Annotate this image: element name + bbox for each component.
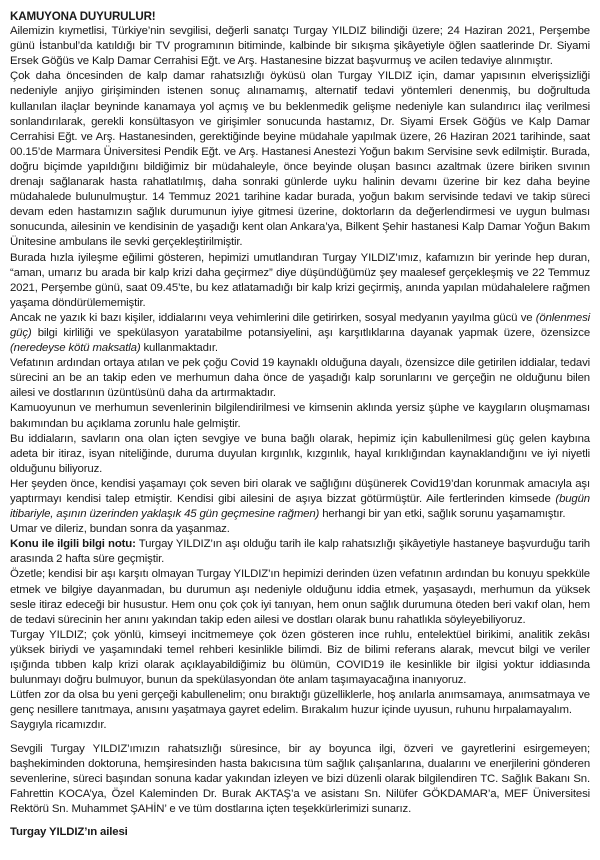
paragraph-treatment-history: Çok daha öncesinden de kalp damar rahatsızlığı öyküsü olan Turgay YILDIZ için, damar yapısının elverişsizliği nedeniyle anjiyo girişiminden istenen sonuç alınamamış, alternatif tedavi yöntemleri denenmiş, bu doğrultuda kullanılan ilaçlar beyninde kanamaya yol açmış ve bu beklenmedik gelişme nedeniyle kan sulandırıcı ilaç verilmesi sonlandırılarak, gerekli konsültasyon ve girişimler sonucunda hastamız, Dr. Siyami Ersek Göğüs ve Kalp Damar Cerrahisi Eğt. ve Arş. Hastanesinden, gerektiğinde beyine müdahale yapılmak üzere, 26 Haziran 2021 tarihinde, saat 00.15’de Marmara Üniversitesi Pendik Eğt. ve Arş. Hastanesi Anestezi Yoğun bakım Servisine sevk edilmiştir. Burada, doğru biçimde yapıldığını bildiğimiz bir müdahaleyle, önce beyinde oluşan basıncı azaltmak üzere biriken sıvının drenajı sağlanarak hasta rahatlatılmış, daha sonraki günlerde uyku halinin devamı üzerine bir kez daha beyine müdahalede bulunulmuştur. 14 Temmuz 2021 tarihine kadar burada, yoğun bakım servisinde tedavi ve takip süreci devam eden hastamızın sağlık durumunun iyiye gitmesi üzerine, doktorların da değerlendirmesi ve uygun bulması sonucunda, ailesinin ve kendisinin de yaşadığı kent olan Ankara’ya, Bilkent Şehir hastanesi Kalp Damar Yoğun Bakım Ünitesine ambulans ile sevki gerçekleştirilmiştir. [10,70,590,249]
info-note-label: Konu ile ilgili bilgi notu: [10,538,136,551]
paragraph-summary: Özetle; kendisi bir aşı karşıtı olmayan Turgay YILDIZ’ın hepimizi derinden üzen vefatının ardından bu konuyu spekküle etmek ve bilgiye dayanmadan, bu durumun aşı nedeniyle olduğunu iddia etmek, yaşasaydı, merhumun da yüksek sesle itiraz edeceği bir husustur. Hem onu çok çok iyi tanıyan, hem onun sağlık durumuna öteden beri vakıf olan, hem de tedavi sürecinin her anını yakından takip eden ailesi ve dostları olarak bunu rahatlıkla söyleyebiliyoruz. [10,568,590,626]
text-segment: kullanmaktadır. [140,342,218,355]
paragraph-request: Lütfen zor da olsa bu yeni gerçeği kabullenelim; onu bıraktığı güzelliklerle, hoş anılarla anımsamaya, anımsatmaya ve genç nesillere tanıtmaya, anısını yaşatmaya gayret edelim. Bırakalım huzur içinde uyusun, ruhunu hırpalamayalım. [10,689,590,717]
paragraph-thanks: Sevgili Turgay YILDIZ’ımızın rahatsızlığı süresince, bir ay boyunca ilgi, özveri ve gayretlerini esirgemeyen; başhekiminden doktoruna, hemşiresinden hasta bakıcısına tüm sağlık çalışanlarına, dualarını ve enerjilerini gönderen sevenlerine, süreci başından sonuna kadar yakından izleyen ve bizi düzenli olarak bilgilendiren TC. Sağlık Bakanı Sn. Fahrettin KOCA’ya, Özel Kaleminden Dr. Burak AKTAŞ’a ve asistanı Sn. Nilüfer GÖKDAMAR’a, MEF Üniversitesi Rektörü Sn. Muhammet ŞAHİN’ e ve tüm dostlarına içten teşekkürlerimizi sunarız. [10,742,590,815]
paragraph-hospital-admission: Ailemizin kıymetlisi, Türkiye’nin sevgilisi, değerli sanatçı Turgay YILDIZ bilindiği üzere; 24 Haziran 2021, Perşembe günü İstanbul’da katıldığı bir TV programının bitiminde, kalbinde bir sıkışma şikâyetiyle öğlen saatlerinde Dr. Siyami Ersek Göğüs ve Kalp Damar Cerrahisi Eğt. ve Arş. Hastanesine bizzat başvurmuş ve acilen tedaviye alınmıştır. [10,25,590,68]
text-segment: Her şeyden önce, kendisi yaşamayı çok seven biri olarak ve sağlığını düşünerek Covid19’dan korunmak amacıyla aşı yaptırmayı kendisi talep etmiştir. Kendisi gibi ailesini de aşıya bizzat götürmüştür. Aile fertlerinden kimsede [10,477,590,505]
text-segment: Ancak ne yazık ki bazı kişiler, iddialarını veya vehimlerini dile getirirken, sosyal medyanın yayılma gücü ve [10,311,536,324]
text-segment: bilgi kirliliği ve spekülasyon yaratabilme potansiyelini, aşı karşıtlıklarına dayanak yapmak üzere, özensizce [31,326,590,339]
text-segment: herhangi bir yan etki, sağlık sorunu yaşamamıştır. [319,508,566,521]
paragraph-hope: Umar ve dileriz, bundan sonra da yaşanmaz. [10,523,230,536]
signature: Turgay YILDIZ’ın ailesi [10,825,128,838]
paragraph-regards: Saygıyla ricamızdır. [10,719,107,732]
paragraph-vaccination [10,477,590,522]
paragraph-public-information: Kamuoyunun ve merhumun sevenlerinin bilgilendirilmesi ve kimsenin aklında yersiz şüphe ve kaygıların oluşmaması bakımından bu açıklama zorunlu hale gelmiştir. [10,402,590,430]
paragraph-social-media-claims [10,311,590,356]
italic-note: (neredeyse kötü maksatla) [10,342,141,355]
document-title: KAMUYONA DUYURULUR! [10,10,156,23]
italic-note: (bugün itibariyle, aşının üzerinden yaklaşık 45 gün geçmesine rağmen) [10,493,590,521]
paragraph-death: Burada hızla iyileşme eğilimi gösteren, hepimizi umutlandıran Turgay YILDIZ’ımız, kafamızın bir yerinde hep duran, “aman, umarız bu arada bir kalp krizi daha geçirmez” diye düşündüğümüz şey maalesef gerçekleşmiş ve 22 Temmuz 2021, Perşembe günü, saat 09.45’te, bu kez atlatamadığı bir kalp krizi geçirmiş, anında yapılan müdahalelere rağmen yaşama döndürülememiştir. [10,251,590,309]
text-segment: Turgay YILDIZ’ın aşı olduğu tarih ile kalp rahatsızlığı şikâyetiyle hastaneye başvurduğu tarih arasında 2 hafta süre geçmiştir. [10,538,590,566]
italic-note: (önlenmesi güç) [10,311,590,339]
paragraph-info-note [10,537,590,567]
paragraph-good-intentions: Bu iddiaların, savların ona olan içten sevgiye ve buna bağlı olarak, hepimiz için kabullenilmesi güç gelen kaybına adeta bir itiraz, isyan niteliğinde, duruma duyulan kırgınlık, kızgınlık, hayal kırıklığından kaynaklandığını ve iyi niyetli olduğunu biliyoruz. [10,432,590,475]
paragraph-covid-claims: Vefatının ardından ortaya atılan ve pek çoğu Covid 19 kaynaklı olduğuna dayalı, özensizce dile getirilen iddialar, tedavi sürecini an be an takip eden ve merhumun daha önce de yaşadığı kalp sorunlarını ve gerçeğin ne olduğunu bilen ailesi ve dostlarının üzüntüsünü daha da artırmaktadır. [10,357,590,400]
paragraph-character: Turgay YILDIZ; çok yönlü, kimseyi incitmemeye çok özen gösteren ince ruhlu, entelektüel birikimi, analitik zekâsı yüksek biriydi ve yaşamındaki temel rehberi kesinlikle bilimdi. Biz de bilimi referans alarak, mevcut bilgi ve veriler ışığında tıbben kalp krizi olarak açıklayabildiğimiz bu ölümün, COVID19 ile kesinlikle bir ilgisi yoktur iddiasında bulunmayı doğru bulmuyor, bunun da spekülasyondan öte anlam taşımayacağına inanıyoruz. [10,628,590,687]
